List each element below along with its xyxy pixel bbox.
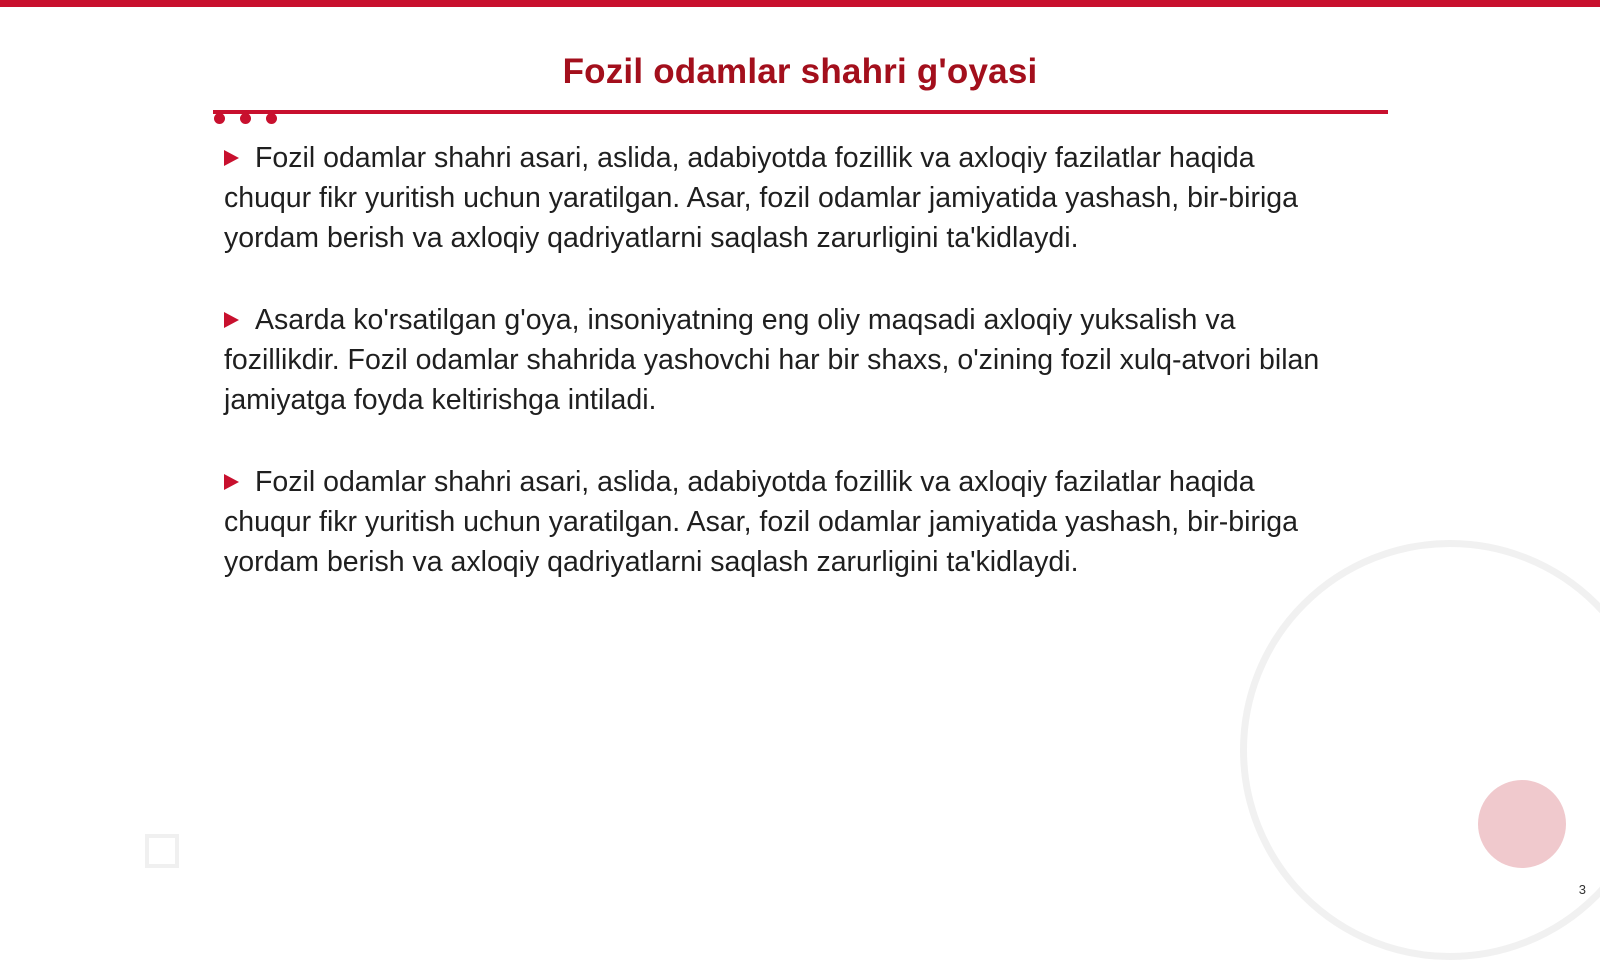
bullet-item (224, 300, 1344, 420)
bullet-text: Asarda ko'rsatilgan g'oya, insoniyatning eng oliy maqsadi axloqiy yuksalish va fozillikdir. Fozil odamlar shahrida yashovchi har bir shaxs, o'zining fozil xulq-atvori bilan jamiyatga foyda keltirishga intiladi. (224, 304, 1320, 416)
bullet-item (224, 462, 1344, 582)
top-accent-bar (0, 0, 1600, 7)
bullet-list (224, 138, 1344, 624)
underline-dot (214, 113, 225, 124)
bullet-text: Fozil odamlar shahri asari, aslida, adabiyotda fozillik va axloqiy fazilatlar haqida chuqur fikr yuritish uchun yaratilgan. Asar, fozil odamlar jamiyatida yashash, bir-biriga yordam berish va axloqiy qadriyatlarni saqlash zarurligini ta'kidlaydi. (224, 466, 1298, 578)
title-underline (213, 110, 1388, 114)
underline-dot (240, 113, 251, 124)
bullet-text: Fozil odamlar shahri asari, aslida, adabiyotda fozillik va axloqiy fazilatlar haqida chuqur fikr yuritish uchun yaratilgan. Asar, fozil odamlar jamiyatida yashash, bir-biriga yordam berish va axloqiy qadriyatlarni saqlash zarurligini ta'kidlaydi. (224, 142, 1298, 254)
triangle-right-icon (224, 150, 239, 166)
slide-title: Fozil odamlar shahri g'oyasi (562, 52, 1038, 91)
triangle-right-icon (224, 474, 239, 490)
triangle-right-icon (224, 312, 239, 328)
underline-dot (266, 113, 277, 124)
page-number: 3 (1578, 882, 1586, 897)
decorative-square (145, 834, 179, 868)
bullet-item (224, 138, 1344, 258)
decorative-circle (1478, 780, 1566, 868)
